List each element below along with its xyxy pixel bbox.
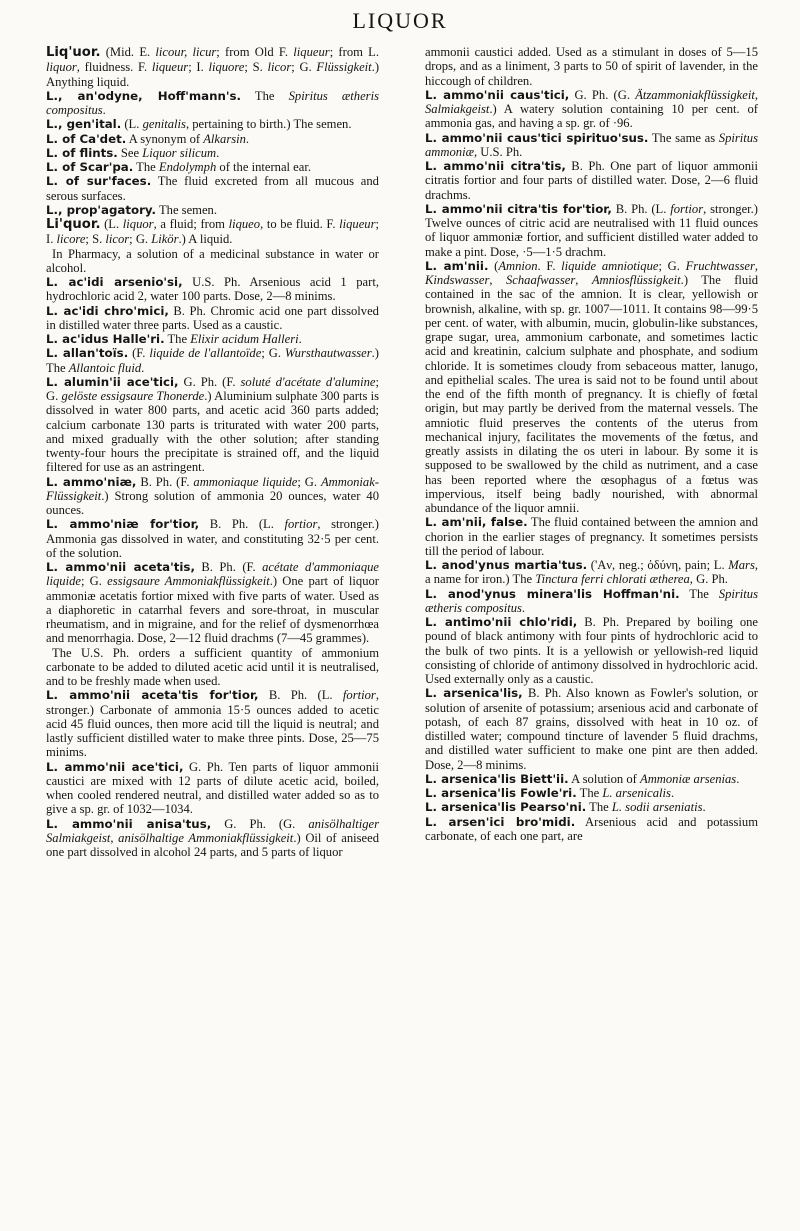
left-column bbox=[46, 45, 379, 859]
entry-definition: A synonym of Alkarsin. bbox=[126, 131, 250, 146]
entry-headword: L. ammo'nii citra'tis for'tior, bbox=[425, 201, 612, 216]
entry-definition: In Pharmacy, a solution of a medicinal substance in water or alcohol. bbox=[46, 246, 379, 275]
entry-definition: The Spiritus ætheris compositus. bbox=[425, 586, 758, 615]
entry-definition: The fluid excreted from all mucous and serous surfaces. bbox=[46, 174, 379, 203]
dictionary-entry bbox=[425, 815, 758, 844]
dictionary-entry bbox=[46, 346, 379, 375]
entry-headword: Li'quor. bbox=[46, 217, 101, 232]
entry-definition: G. Ph. Ten parts of liquor ammonii caustici are mixed with 12 parts of dilute acetic acid, boiled, when cooled rendered neutral, and distilled water added so as to give a sp. gr. of 1032—1034. bbox=[46, 759, 379, 817]
entry-headword: L. am'nii, false. bbox=[425, 515, 528, 530]
entry-definition: G. Ph. (G. anisölhaltiger Salmiakgeist, anisölhaltige Ammoniakflüssigkeit.) Oil of aniseed one part dissolved in alcohol 24 parts, and 5 parts of liquor bbox=[46, 816, 379, 859]
entry-definition: B. Ph. Chromic acid one part dissolved in distilled water three parts. Used as a caustic. bbox=[46, 303, 379, 332]
dictionary-entry bbox=[46, 247, 379, 276]
entry-headword: L. ammo'nii anisa'tus, bbox=[46, 816, 212, 831]
entry-headword: L. ac'idi chro'mici, bbox=[46, 303, 169, 318]
entry-headword: L. ammo'nii aceta'tis for'tior, bbox=[46, 688, 259, 703]
entry-definition: (F. liquide de l'allantoïde; G. Wursthautwasser.) The Allantoic fluid. bbox=[46, 346, 379, 375]
entry-headword: L., an'odyne, Hoff'mann's. bbox=[46, 88, 242, 103]
entry-headword: L. of flints. bbox=[46, 145, 118, 160]
entry-continuation bbox=[425, 45, 758, 88]
dictionary-entry bbox=[46, 517, 379, 560]
entry-definition: G. Ph. (G. Ätzammoniakflüssigkeit, Salmiakgeist.) A watery solution containing 10 per cent. of ammonia gas, and having a sp. gr. of ·96. bbox=[425, 87, 758, 131]
entry-definition: (Mid. E. licour, licur; from Old F. liqueur; from L. liquor, fluidness. F. liqueur; I. liquore; S. licor; G. Flüssigkeit.) Anything liquid. bbox=[46, 45, 380, 89]
entry-definition: B. Ph. (L. fortior, stronger.) Carbonate of ammonia 15·5 ounces added to acetic acid 45 fluid ounces, then more acid till the liquid is neutral; and lastly sufficient distilled water to make three pints. Dose, 25—75 minims. bbox=[46, 688, 379, 760]
entry-definition: ('Aν, neg.; ὀδύνη, pain; L. Mars, a name for iron.) The Tinctura ferri chlorati ætherea, G. Ph. bbox=[425, 558, 759, 587]
entry-headword: Liq'uor. bbox=[46, 45, 101, 60]
dictionary-entry bbox=[425, 159, 758, 202]
dictionary-entry bbox=[425, 88, 758, 131]
dictionary-entry bbox=[46, 117, 379, 131]
entry-headword: L. alumin'ii ace'tici, bbox=[46, 374, 179, 389]
dictionary-entry bbox=[46, 174, 379, 203]
dictionary-entry bbox=[46, 45, 379, 89]
dictionary-entry bbox=[46, 217, 379, 247]
entry-headword: L., prop'agatory. bbox=[46, 202, 157, 217]
entry-headword: L. arsenica'lis Biett'ii. bbox=[425, 771, 569, 786]
dictionary-entry bbox=[425, 686, 758, 772]
entry-headword: L. of Scar'pa. bbox=[46, 160, 134, 174]
entry-headword: L. ammo'niæ, bbox=[46, 474, 137, 489]
entry-headword: L. antimo'nii chlo'ridi, bbox=[425, 615, 578, 629]
entry-definition: ammonii caustici added. Used as a stimulant in doses of 5—15 drops, and as a liniment, 3 parts to 50 of spirit of lavender, in the hiccough of children. bbox=[425, 45, 758, 88]
entry-definition: Arsenious acid and potassium carbonate, of each one part, are bbox=[425, 814, 759, 843]
entry-definition: (L. genitalis, pertaining to birth.) The semen. bbox=[121, 117, 352, 132]
dictionary-entry bbox=[425, 515, 758, 558]
entry-definition: B. Ph. (L. fortior, stronger.) Ammonia gas dissolved in water, and constituting 32·5 per cent. of the solution. bbox=[46, 517, 379, 560]
entry-headword: L. arsenica'lis, bbox=[425, 686, 523, 701]
dictionary-entry bbox=[425, 772, 758, 786]
entry-definition: The fluid contained between the amnion and chorion in the earlier stages of pregnancy. It sometimes persists till the period of labour. bbox=[425, 515, 758, 558]
entry-definition: A solution of Ammoniæ arsenias. bbox=[568, 771, 740, 786]
entry-definition: The L. arsenicalis. bbox=[576, 786, 675, 800]
dictionary-entry bbox=[46, 646, 379, 689]
entry-definition: B. Ph. (F. acétate d'ammoniaque liquide; G. essigsaure Ammoniakflüssigkeit.) One part of liquor ammoniæ acetatis fortior mixed with five parts of water. Used as a diaphoretic in catarrhal fevers and sore-throat, in muscular rheumatism, and in migraine, and for the relief of dysmenorrhœa and menorrhagia. Dose, 2—12 fluid drachms (7—45 grammes). bbox=[46, 560, 379, 646]
entry-definition: The same as Spiritus ammoniæ, U.S. Ph. bbox=[425, 130, 758, 159]
entry-headword: L. arsenica'lis Pearso'ni. bbox=[425, 800, 587, 815]
entry-definition: The semen. bbox=[156, 202, 218, 217]
entry-definition: B. Ph. Prepared by boiling one pound of black antimony with four pints of hydrochloric acid to the bulk of two pints. It is a yellowish or yellowish-red liquid consisting of chloride of antimony dissolved in hydrochloric acid. Used externally only as a caustic. bbox=[425, 615, 759, 686]
entry-headword: L. ammo'nii citra'tis, bbox=[425, 159, 566, 173]
dictionary-entry bbox=[46, 560, 379, 646]
dictionary-entry bbox=[46, 160, 379, 174]
dictionary-entry bbox=[46, 475, 379, 518]
entry-headword: L. ac'idus Halle'ri. bbox=[46, 332, 165, 346]
entry-definition: (Amnion. F. liquide amniotique; G. Fruchtwasser, Kindswasser, Schaafwasser, Amniosflüssigkeit.) The fluid contained in the sac of the amnion. It is clear, yellowish or brownish, alkaline, with sp. gr. 1007—1011. It contains 98—99·5 per cent. of water, with albumin, mucin, globulin-like substances, grape sugar, urea, ammonium carbonate, and sometimes lactic acid and kreatinin, calcium sulphate and phosphate, and sodium chloride. It is sometimes cloudy from sebaceous matter, lanugo, and epithelial scales. The urea is said not to be found until about the end of the fifth month of pregnancy. It is chiefly of fœtal origin, but may partly be derived from the maternal vessels. The amniotic fluid preserves the contents of the uterus from mechanical injury, facilitates the movements of the fœtus, and greatly assists in dilating the os uteri in labour. By some it is supposed to be swallowed by the child as nutriment, and a case has been reported where the œsophagus of a fœtus was impervious, itself being badly nourished, with abnormal abundance of the liquor amnii. bbox=[425, 258, 759, 515]
entry-definition: B. Ph. (L. fortior, stronger.) Twelve ounces of citric acid are neutralised with 11 fluid ounces of liquor ammoniæ fortior, and sufficient distilled water added to make a pint. Dose, ·5—1·5 drachm. bbox=[425, 201, 758, 259]
entry-headword: L. arsenica'lis Fowle'ri. bbox=[425, 786, 577, 800]
entry-headword: L., gen'ital. bbox=[46, 117, 122, 132]
entry-definition: U.S. Ph. Arsenious acid 1 part, hydrochloric acid 2, water 100 parts. Dose, 2—8 minims. bbox=[46, 275, 379, 304]
dictionary-entry bbox=[46, 132, 379, 146]
dictionary-entry bbox=[425, 259, 758, 516]
entry-definition: B. Ph. One part of liquor ammonii citratis fortior and four parts of distilled water. Dose, 2—6 fluid drachms. bbox=[425, 159, 758, 202]
dictionary-entry bbox=[46, 304, 379, 333]
dictionary-entry bbox=[425, 800, 758, 814]
entry-definition: G. Ph. (F. soluté d'acétate d'alumine; G. gelöste essigsaure Thonerde.) Aluminium sulphate 300 parts is dissolved in water 800 parts, and acetic acid 360 parts added; calcium carbonate 130 parts is triturated with water 200 parts, and mixed gradually with the other solution; after standing twenty-four hours the precipitate is strained off, and the liquid filtered for use as an astringent. bbox=[46, 374, 380, 475]
dictionary-entry bbox=[46, 817, 379, 860]
entry-headword: L. ac'idi arsenio'si, bbox=[46, 275, 183, 289]
dictionary-entry bbox=[46, 275, 379, 304]
dictionary-entry bbox=[46, 760, 379, 817]
entry-definition: B. Ph. Also known as Fowler's solution, or solution of arsenite of potassium; arsenious acid and carbonate of potash, of each 87 grains, dissolved with heat in 10 oz. of distilled water; compound tincture of lavender 5 fluid drachms, and distilled water sufficient to make one pint are then added. Dose, 2—8 minims. bbox=[425, 686, 758, 772]
dictionary-entry bbox=[46, 89, 379, 118]
entry-headword: L. of Ca'det. bbox=[46, 131, 127, 146]
entry-headword: L. allan'toïs. bbox=[46, 346, 129, 361]
dictionary-entry bbox=[425, 587, 758, 616]
entry-headword: L. ammo'nii caus'tici spirituo'sus. bbox=[425, 130, 649, 145]
dictionary-entry bbox=[425, 615, 758, 686]
right-column bbox=[425, 45, 758, 843]
entry-definition: The U.S. Ph. orders a sufficient quantity of ammonium carbonate to be added to diluted acetic acid until it is neutralised, and to be freshly made when used. bbox=[46, 645, 379, 688]
dictionary-entry bbox=[425, 558, 758, 587]
entry-headword: L. am'nii. bbox=[425, 258, 489, 273]
entry-headword: L. ammo'niæ for'tior, bbox=[46, 517, 200, 532]
entry-definition: The Endolymph of the internal ear. bbox=[133, 160, 312, 174]
entry-headword: L. anod'ynus minera'lis Hoffman'ni. bbox=[425, 586, 680, 601]
dictionary-entry bbox=[425, 786, 758, 800]
dictionary-entry bbox=[46, 146, 379, 160]
dictionary-entry bbox=[425, 202, 758, 259]
entry-definition: B. Ph. (F. ammoniaque liquide; G. Ammoniak-Flüssigkeit.) Strong solution of ammonia 20 ounces, water 40 ounces. bbox=[46, 474, 379, 517]
dictionary-entry bbox=[46, 688, 379, 759]
running-head: LIQUOR bbox=[352, 8, 448, 33]
entry-headword: L. ammo'nii aceta'tis, bbox=[46, 560, 195, 574]
entry-headword: L. ammo'nii ace'tici, bbox=[46, 759, 184, 774]
dictionary-entry bbox=[46, 332, 379, 346]
dictionary-entry bbox=[46, 375, 379, 475]
entry-definition: The Spiritus ætheris compositus. bbox=[46, 88, 379, 117]
entry-definition: (L. liquor, a fluid; from liqueo, to be fluid. F. liqueur; I. licore; S. licor; G. Likör.) A liquid. bbox=[46, 217, 379, 247]
entry-headword: L. arsen'ici bro'midi. bbox=[425, 814, 576, 829]
entry-definition: See Liquor silicum. bbox=[117, 145, 220, 160]
entry-headword: L. anod'ynus martia'tus. bbox=[425, 558, 588, 572]
entry-headword: L. ammo'nii caus'tici, bbox=[425, 87, 570, 102]
entry-definition: The L. sodii arseniatis. bbox=[586, 800, 706, 815]
entry-headword: L. of sur'faces. bbox=[46, 174, 152, 189]
dictionary-entry bbox=[46, 203, 379, 217]
entry-definition: The Elixir acidum Halleri. bbox=[164, 332, 302, 346]
dictionary-entry bbox=[425, 131, 758, 160]
